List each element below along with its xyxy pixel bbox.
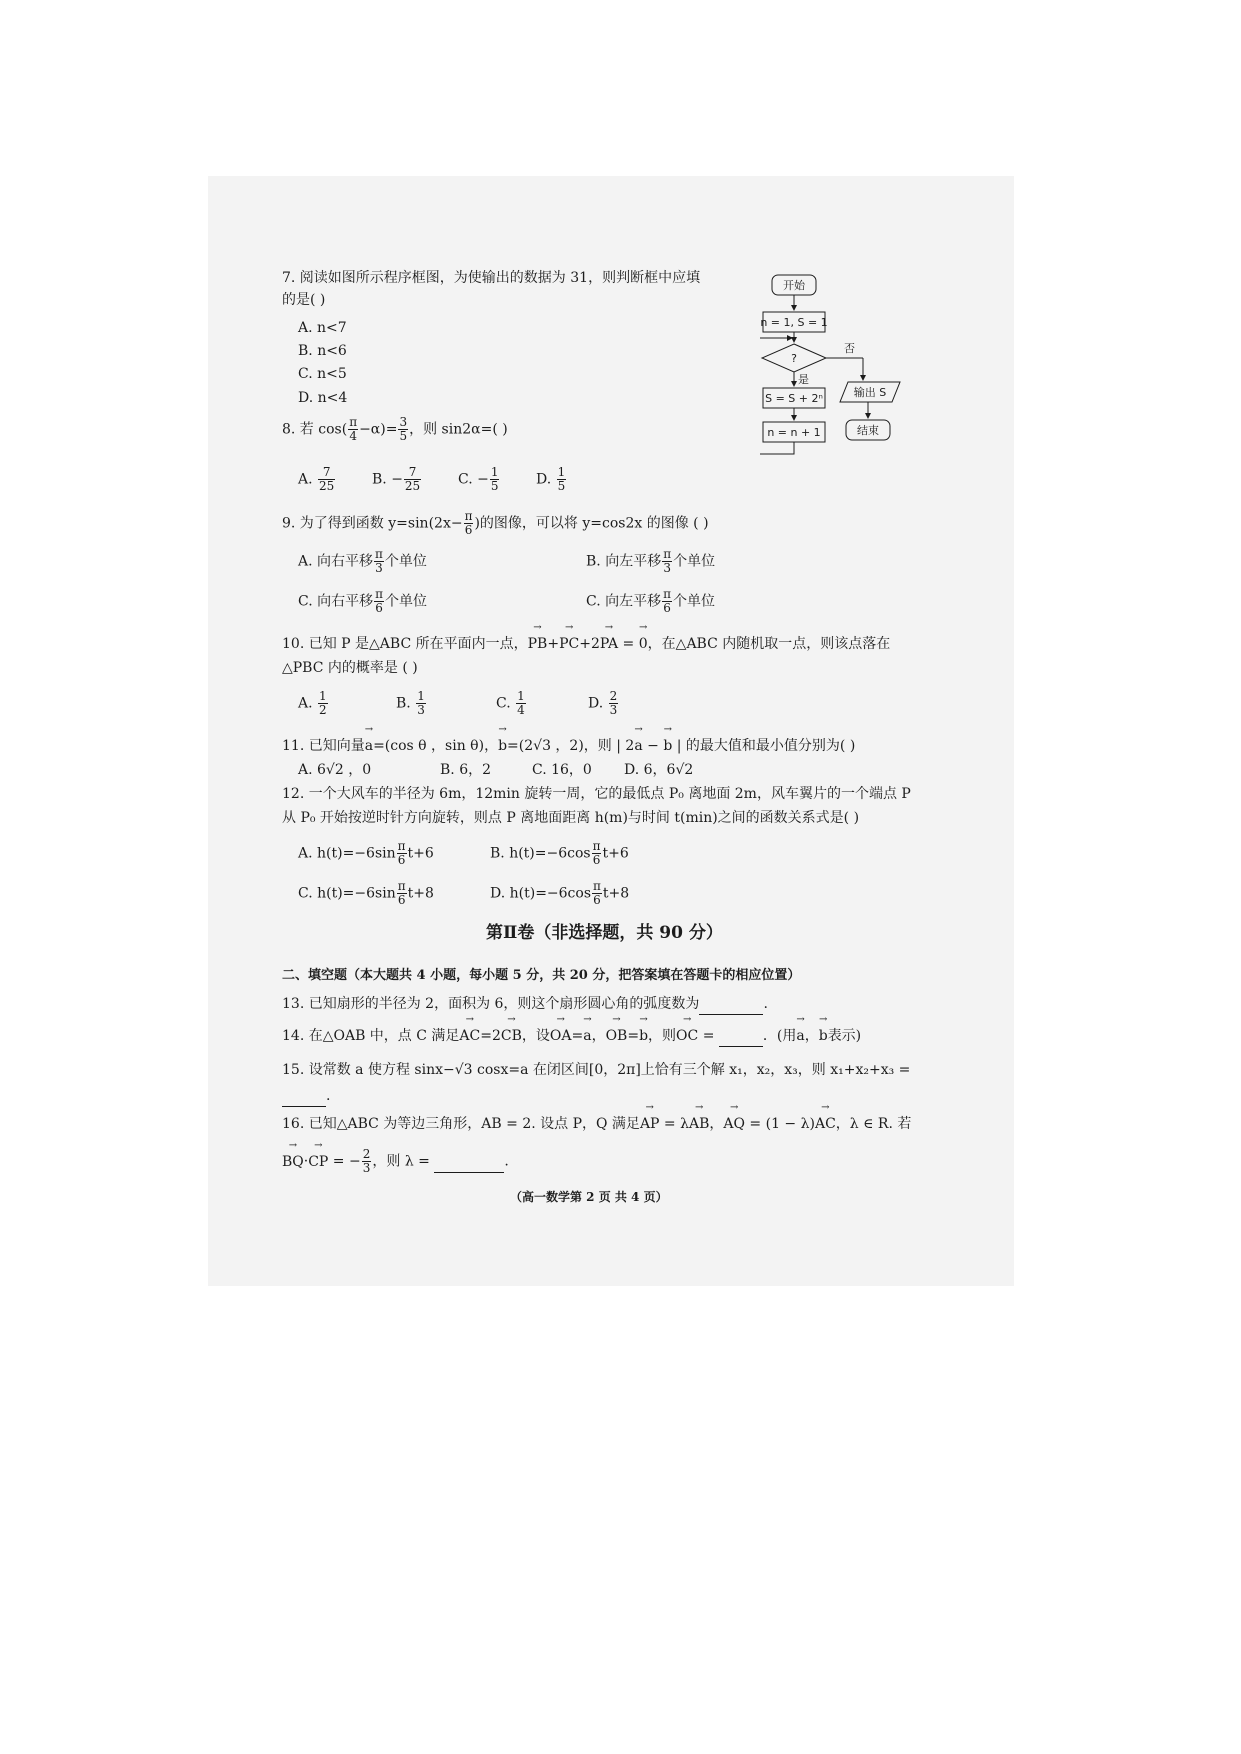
q12-stem-line2: 从 P₀ 开始按逆时针方向旋转，则点 P 离地面距离 h(m)与时间 t(min)之间的函数关系式是( )	[282, 810, 860, 826]
fill-in-heading: 二、填空题（本大题共 4 小题，每小题 5 分，共 20 分，把答案填在答题卡的相应位置）	[282, 968, 801, 983]
flow-update-s-label: S = S + 2ⁿ	[765, 392, 823, 405]
section-2-title: 第Ⅱ卷（非选择题，共 90 分）	[486, 923, 723, 943]
q9-stem: 9. 为了得到函数 y=sin(2x− $\frac{\pi}{6}$ )的图像，可以将 y=cos2x 的图像 ( )	[282, 509, 709, 537]
q7-option-d: D. n<4	[298, 390, 348, 406]
q11-option-d: D. 6，6√2	[624, 762, 694, 778]
q11-stem: 11. 已知向量→ a=(cos θ ，sin θ)，→ b=(2√3 ，2)，则 | 2→ a − → b | 的最大值和最小值分别为( )	[282, 736, 855, 756]
q8-option-a: A. $\frac{7}{25}$	[298, 465, 335, 493]
q12-option-d: D. h(t)=−6cos $\frac{\pi}{6}$ t+8	[490, 879, 630, 907]
q14-answer-blank[interactable]	[719, 1026, 763, 1047]
flow-end-label: 结束	[857, 424, 879, 437]
q16-stem-line2: → BQ·→ CP = − $\frac{2}{3}$ ，则 λ = .	[282, 1148, 509, 1175]
q7-stem-line2: 的是( )	[282, 292, 326, 308]
q12-option-c: C. h(t)=−6sin $\frac{\pi}{6}$ t+8	[298, 879, 434, 907]
q12-option-a: A. h(t)=−6sin $\frac{\pi}{6}$ t+6	[298, 839, 434, 867]
q10-stem-line2: △PBC 内的概率是 ( )	[282, 660, 418, 676]
q11-option-b: B. 6，2	[440, 762, 492, 778]
program-flowchart	[760, 270, 935, 470]
q7-option-a: A. n<7	[298, 320, 347, 336]
q15-stem-line1: 15. 设常数 a 使方程 sinx−√3 cosx=a 在闭区间[0，2π]上恰有三个解 x₁，x₂，x₃，则 x₁+x₂+x₃ =	[282, 1062, 911, 1078]
q16-stem-line1: 16. 已知△ABC 为等边三角形，AB = 2. 设点 P，Q 满足→ AP = λ→ AB，→ AQ = (1 − λ)→ AC，λ ∈ R. 若	[282, 1114, 911, 1134]
flow-output-label: 输出 S	[853, 386, 887, 399]
q10-option-b: B. $\frac{1}{3}$	[396, 689, 425, 717]
flow-condition-label: ?	[791, 352, 797, 365]
q8-option-d: D. $\frac{1}{5}$	[536, 465, 566, 493]
q8-option-b: B. − $\frac{7}{25}$	[372, 465, 421, 493]
q11-option-a: A. 6√2 ，0	[298, 762, 372, 778]
q10-option-c: C. $\frac{1}{4}$	[496, 689, 525, 717]
q7-option-b: B. n<6	[298, 343, 347, 359]
q9-option-d: C. 向左平移 $\frac{\pi}{6}$ 个单位	[586, 587, 716, 615]
q7-option-c: C. n<5	[298, 366, 347, 382]
q7-stem-line1: 7. 阅读如图所示程序框图，为使输出的数据为 31，则判断框中应填	[282, 270, 701, 286]
q9-option-a: A. 向右平移 $\frac{\pi}{3}$ 个单位	[298, 547, 427, 575]
flow-update-n-label: n = n + 1	[767, 426, 821, 439]
q15-stem-line2: .	[282, 1086, 330, 1107]
q12-option-b: B. h(t)=−6cos $\frac{\pi}{6}$ t+6	[490, 839, 629, 867]
q9-option-c: C. 向右平移 $\frac{\pi}{6}$ 个单位	[298, 587, 428, 615]
q10-option-a: A. $\frac{1}{2}$	[298, 689, 327, 717]
q13-answer-blank[interactable]	[699, 994, 763, 1015]
flow-init-label: n = 1, S = 1	[760, 316, 828, 329]
q10-option-d: D. $\frac{2}{3}$	[588, 689, 618, 717]
flow-start-label: 开始	[783, 279, 805, 292]
flow-no-label: 否	[844, 342, 855, 355]
flow-yes-label: 是	[798, 373, 809, 386]
q15-answer-blank[interactable]	[282, 1086, 326, 1107]
q14-stem: 14. 在△OAB 中，点 C 满足→ AC=2→ CB，设→ OA=→ a，→ OB=→ b，则→ OC = ．(用→ a，→ b表示)	[282, 1026, 861, 1047]
q8-option-c: C. − $\frac{1}{5}$	[458, 465, 499, 493]
q13-stem: 13. 已知扇形的半径为 2，面积为 6，则这个扇形圆心角的弧度数为 .	[282, 994, 768, 1015]
q12-stem-line1: 12. 一个大风车的半径为 6m，12min 旋转一周，它的最低点 P₀ 离地面 2m，风车翼片的一个端点 P	[282, 786, 911, 802]
page-footer: （高一数学第 2 页 共 4 页）	[510, 1190, 668, 1204]
q16-answer-blank[interactable]	[434, 1152, 504, 1173]
q11-option-c: C. 16，0	[532, 762, 592, 778]
q9-option-b: B. 向左平移 $\frac{\pi}{3}$ 个单位	[586, 547, 716, 575]
q8-stem: 8. 若 cos( $\frac{\pi}{4}$ −α)= $\frac{3}{5}$ ，则 sin2α=( )	[282, 415, 508, 443]
q10-stem-line1: 10. 已知 P 是△ABC 所在平面内一点，→ PB+→ PC+2→ PA = → 0，在△ABC 内随机取一点，则该点落在	[282, 634, 890, 654]
